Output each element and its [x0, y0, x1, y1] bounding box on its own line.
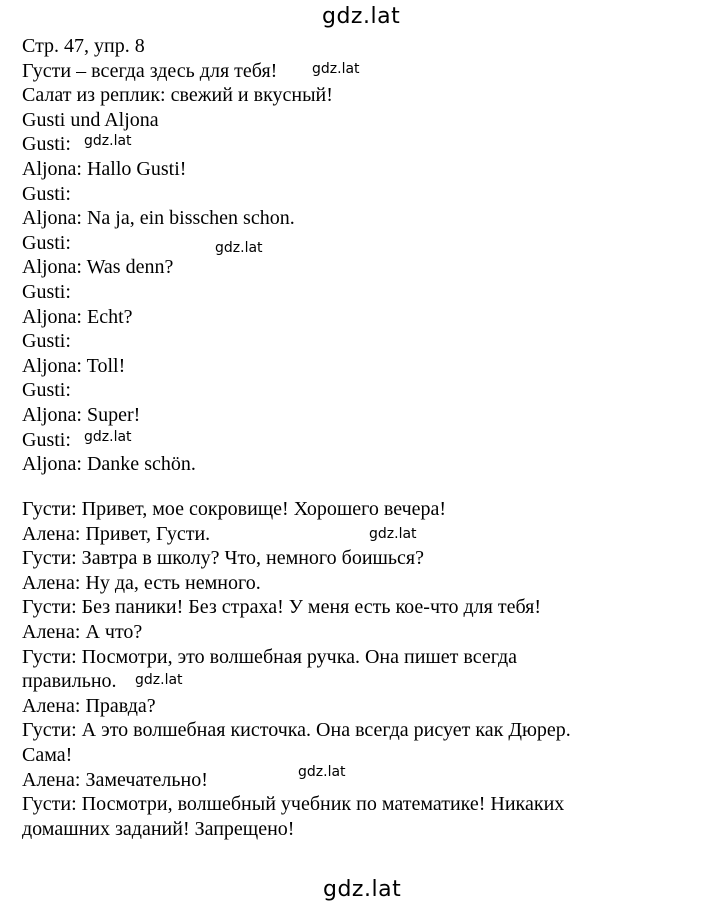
watermark: gdz.lat — [369, 526, 417, 542]
dialogue-line-de: Gusti: — [22, 231, 71, 254]
document-top — [22, 34, 712, 477]
dialogue-line-ru: Густи: Посмотри, волшебный учебник по математике! Никаких — [22, 793, 565, 816]
dialogue-line-ru: правильно. — [22, 670, 117, 693]
page-title: Густи – всегда здесь для тебя! — [22, 59, 278, 82]
dialogue-line-de: Aljona: Was denn? — [22, 256, 174, 279]
dialogue-line-de: Aljona: Danke schön. — [22, 453, 196, 476]
watermark: gdz.lat — [135, 672, 183, 688]
watermark: gdz.lat — [215, 240, 263, 256]
dialogue-heading: Gusti und Aljona — [22, 108, 159, 131]
dialogue-line-de: Aljona: Echt? — [22, 305, 133, 328]
document-translation — [22, 497, 712, 841]
dialogue-line-ru: Алена: Ну да, есть немного. — [22, 571, 261, 594]
watermark: gdz.lat — [84, 429, 132, 445]
watermark: gdz.lat — [298, 764, 346, 780]
watermark-top: gdz.lat — [322, 4, 401, 29]
dialogue-line-de: Gusti: — [22, 428, 71, 451]
dialogue-line-ru: Алена: Привет, Густи. — [22, 522, 211, 545]
watermark: gdz.lat — [312, 61, 360, 77]
dialogue-line-ru: домашних заданий! Запрещено! — [22, 817, 295, 840]
dialogue-line-de: Gusti: — [22, 182, 71, 205]
dialogue-line-de: Aljona: Super! — [22, 403, 141, 426]
dialogue-line-ru: Алена: А что? — [22, 620, 143, 643]
watermark: gdz.lat — [84, 133, 132, 149]
dialogue-line-de: Gusti: — [22, 133, 71, 156]
dialogue-line-ru: Густи: Завтра в школу? Что, немного боишься? — [22, 547, 424, 570]
dialogue-line-de: Aljona: Toll! — [22, 354, 126, 377]
dialogue-line-de: Gusti: — [22, 379, 71, 402]
dialogue-line-ru: Алена: Замечательно! — [22, 768, 208, 791]
dialogue-line-de: Gusti: — [22, 280, 71, 303]
watermark-bottom: gdz.lat — [323, 877, 402, 902]
dialogue-line-de: Gusti: — [22, 330, 71, 353]
dialogue-line-ru: Алена: Правда? — [22, 694, 156, 717]
dialogue-line-ru: Густи: Привет, мое сокровище! Хорошего вечера! — [22, 498, 447, 520]
dialogue-line-ru: Густи: А это волшебная кисточка. Она всегда рисует как Дюрер. — [22, 719, 571, 742]
dialogue-line-de: Aljona: Hallo Gusti! — [22, 157, 187, 180]
dialogue-line-ru: Густи: Без паники! Без страха! У меня есть кое-что для тебя! — [22, 596, 542, 619]
dialogue-line-de: Aljona: Na ja, ein bisschen schon. — [22, 207, 295, 230]
dialogue-line-ru: Густи: Посмотри, это волшебная ручка. Она пишет всегда — [22, 645, 518, 668]
page-subtitle: Салат из реплик: свежий и вкусный! — [22, 84, 333, 107]
exercise-reference: Стр. 47, упр. 8 — [22, 35, 145, 57]
dialogue-line-ru: Сама! — [22, 743, 73, 766]
